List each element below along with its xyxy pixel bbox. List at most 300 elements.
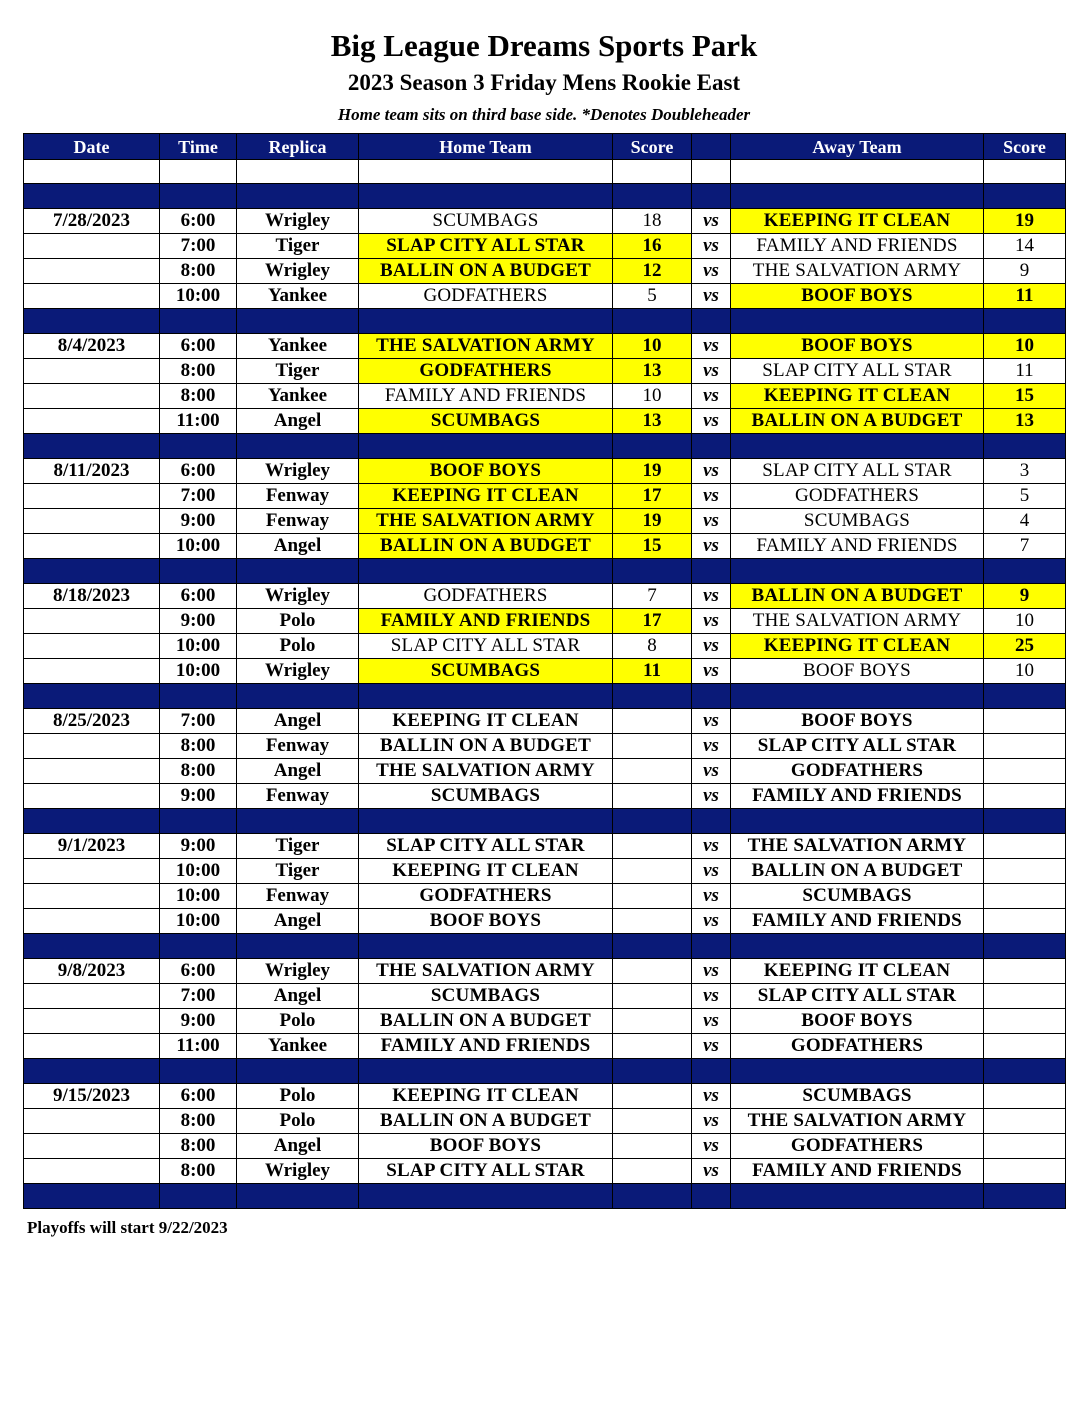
- home-score: 10: [613, 334, 692, 359]
- game-replica: Wrigley: [237, 459, 359, 484]
- away-score: 13: [984, 409, 1066, 434]
- game-replica: Polo: [237, 1009, 359, 1034]
- game-replica: Polo: [237, 1109, 359, 1134]
- game-date-empty: [24, 759, 160, 784]
- away-team: BALLIN ON A BUDGET: [731, 859, 984, 884]
- game-time: 8:00: [160, 259, 237, 284]
- separator-cell: [237, 934, 359, 959]
- week-separator: [24, 434, 1066, 459]
- separator-cell: [237, 434, 359, 459]
- week-separator: [24, 309, 1066, 334]
- separator-cell: [160, 1184, 237, 1209]
- separator-cell: [613, 934, 692, 959]
- separator-cell: [613, 184, 692, 209]
- separator-cell: [613, 434, 692, 459]
- away-score: [984, 884, 1066, 909]
- separator-cell: [984, 309, 1066, 334]
- away-score: [984, 1009, 1066, 1034]
- game-row: [24, 209, 1066, 234]
- home-team: SLAP CITY ALL STAR: [359, 234, 613, 259]
- game-row: [24, 659, 1066, 684]
- separator-cell: [160, 934, 237, 959]
- game-replica: Tiger: [237, 234, 359, 259]
- game-row: [24, 259, 1066, 284]
- away-score: 10: [984, 659, 1066, 684]
- home-team: SCUMBAGS: [359, 784, 613, 809]
- separator-cell: [613, 1184, 692, 1209]
- home-score: [613, 959, 692, 984]
- game-replica: Fenway: [237, 734, 359, 759]
- game-row: [24, 759, 1066, 784]
- separator-cell: [692, 1184, 731, 1209]
- game-time: 7:00: [160, 234, 237, 259]
- away-score: [984, 909, 1066, 934]
- game-replica: Tiger: [237, 859, 359, 884]
- home-team: GODFATHERS: [359, 884, 613, 909]
- game-time: 7:00: [160, 484, 237, 509]
- game-replica: Wrigley: [237, 584, 359, 609]
- game-replica: Wrigley: [237, 209, 359, 234]
- home-team: FAMILY AND FRIENDS: [359, 609, 613, 634]
- vs-label: vs: [692, 1084, 731, 1109]
- separator-cell: [359, 1184, 613, 1209]
- game-time: 6:00: [160, 959, 237, 984]
- vs-label: vs: [692, 634, 731, 659]
- game-date-empty: [24, 234, 160, 259]
- game-row: [24, 1084, 1066, 1109]
- home-team: BALLIN ON A BUDGET: [359, 534, 613, 559]
- away-team: FAMILY AND FRIENDS: [731, 1159, 984, 1184]
- game-date-empty: [24, 1134, 160, 1159]
- game-row: [24, 1159, 1066, 1184]
- away-team: THE SALVATION ARMY: [731, 609, 984, 634]
- col-away-score: Score: [984, 134, 1066, 160]
- col-vs: [692, 134, 731, 160]
- away-team: GODFATHERS: [731, 759, 984, 784]
- game-time: 7:00: [160, 984, 237, 1009]
- game-row: [24, 1134, 1066, 1159]
- separator-cell: [160, 309, 237, 334]
- home-score: [613, 759, 692, 784]
- game-time: 8:00: [160, 359, 237, 384]
- separator-cell: [984, 809, 1066, 834]
- away-score: [984, 1159, 1066, 1184]
- away-team: SCUMBAGS: [731, 884, 984, 909]
- home-score: [613, 709, 692, 734]
- vs-label: vs: [692, 534, 731, 559]
- vs-label: vs: [692, 284, 731, 309]
- home-score: [613, 1134, 692, 1159]
- away-score: 4: [984, 509, 1066, 534]
- vs-label: vs: [692, 259, 731, 284]
- game-time: 8:00: [160, 384, 237, 409]
- game-replica: Fenway: [237, 884, 359, 909]
- separator-cell: [692, 184, 731, 209]
- game-time: 8:00: [160, 759, 237, 784]
- separator-cell: [984, 434, 1066, 459]
- col-home-team: Home Team: [359, 134, 613, 160]
- home-score: 19: [613, 509, 692, 534]
- away-team: BOOF BOYS: [731, 1009, 984, 1034]
- game-replica: Angel: [237, 534, 359, 559]
- game-time: 8:00: [160, 1134, 237, 1159]
- separator-cell: [160, 684, 237, 709]
- schedule-table: [23, 133, 1066, 1209]
- week-separator: [24, 184, 1066, 209]
- game-replica: Angel: [237, 1134, 359, 1159]
- game-row: [24, 609, 1066, 634]
- home-team: BOOF BOYS: [359, 459, 613, 484]
- home-score: 17: [613, 609, 692, 634]
- separator-cell: [731, 1184, 984, 1209]
- game-date-empty: [24, 1159, 160, 1184]
- away-team: SLAP CITY ALL STAR: [731, 734, 984, 759]
- separator-cell: [731, 809, 984, 834]
- separator-cell: [24, 809, 160, 834]
- vs-label: vs: [692, 759, 731, 784]
- away-team: FAMILY AND FRIENDS: [731, 909, 984, 934]
- game-time: 6:00: [160, 209, 237, 234]
- game-time: 10:00: [160, 634, 237, 659]
- home-score: 11: [613, 659, 692, 684]
- game-time: 10:00: [160, 534, 237, 559]
- game-date-empty: [24, 384, 160, 409]
- week-separator: [24, 1184, 1066, 1209]
- separator-cell: [359, 434, 613, 459]
- separator-cell: [613, 559, 692, 584]
- game-date: 8/4/2023: [24, 334, 160, 359]
- game-row: [24, 784, 1066, 809]
- game-time: 10:00: [160, 909, 237, 934]
- away-score: [984, 984, 1066, 1009]
- game-time: 8:00: [160, 1159, 237, 1184]
- vs-label: vs: [692, 984, 731, 1009]
- vs-label: vs: [692, 384, 731, 409]
- game-replica: Wrigley: [237, 659, 359, 684]
- game-replica: Polo: [237, 634, 359, 659]
- game-date-empty: [24, 659, 160, 684]
- home-team: BOOF BOYS: [359, 909, 613, 934]
- game-time: 9:00: [160, 834, 237, 859]
- separator-cell: [731, 309, 984, 334]
- separator-cell: [692, 559, 731, 584]
- game-replica: Wrigley: [237, 259, 359, 284]
- game-row: [24, 984, 1066, 1009]
- away-score: 25: [984, 634, 1066, 659]
- col-time: Time: [160, 134, 237, 160]
- game-date-empty: [24, 634, 160, 659]
- game-date-empty: [24, 609, 160, 634]
- vs-label: vs: [692, 209, 731, 234]
- away-team: FAMILY AND FRIENDS: [731, 784, 984, 809]
- game-row: [24, 909, 1066, 934]
- game-row: [24, 959, 1066, 984]
- game-replica: Tiger: [237, 359, 359, 384]
- home-team: KEEPING IT CLEAN: [359, 484, 613, 509]
- away-score: [984, 1109, 1066, 1134]
- game-time: 10:00: [160, 859, 237, 884]
- home-team: SLAP CITY ALL STAR: [359, 834, 613, 859]
- game-time: 10:00: [160, 659, 237, 684]
- separator-cell: [160, 1059, 237, 1084]
- separator-cell: [984, 559, 1066, 584]
- away-team: BOOF BOYS: [731, 659, 984, 684]
- away-score: [984, 709, 1066, 734]
- away-score: [984, 834, 1066, 859]
- home-team: SLAP CITY ALL STAR: [359, 634, 613, 659]
- home-team: SLAP CITY ALL STAR: [359, 1159, 613, 1184]
- vs-label: vs: [692, 734, 731, 759]
- away-score: [984, 1034, 1066, 1059]
- away-team: GODFATHERS: [731, 1034, 984, 1059]
- game-time: 6:00: [160, 459, 237, 484]
- away-score: [984, 1084, 1066, 1109]
- away-score: 7: [984, 534, 1066, 559]
- week-separator: [24, 934, 1066, 959]
- game-time: 11:00: [160, 1034, 237, 1059]
- game-row: [24, 384, 1066, 409]
- home-score: 10: [613, 384, 692, 409]
- vs-label: vs: [692, 409, 731, 434]
- separator-cell: [731, 684, 984, 709]
- vs-label: vs: [692, 959, 731, 984]
- away-score: 10: [984, 334, 1066, 359]
- game-row: [24, 734, 1066, 759]
- away-team: FAMILY AND FRIENDS: [731, 234, 984, 259]
- vs-label: vs: [692, 359, 731, 384]
- away-team: BALLIN ON A BUDGET: [731, 584, 984, 609]
- game-date-empty: [24, 734, 160, 759]
- separator-cell: [24, 1184, 160, 1209]
- away-team: SCUMBAGS: [731, 1084, 984, 1109]
- home-score: [613, 859, 692, 884]
- vs-label: vs: [692, 1134, 731, 1159]
- game-time: 8:00: [160, 1109, 237, 1134]
- separator-cell: [160, 559, 237, 584]
- header-row: [24, 134, 1066, 160]
- separator-cell: [984, 184, 1066, 209]
- separator-cell: [613, 684, 692, 709]
- vs-label: vs: [692, 1009, 731, 1034]
- away-team: FAMILY AND FRIENDS: [731, 534, 984, 559]
- home-score: [613, 784, 692, 809]
- separator-cell: [731, 184, 984, 209]
- home-score: 15: [613, 534, 692, 559]
- separator-cell: [359, 809, 613, 834]
- away-score: [984, 734, 1066, 759]
- vs-label: vs: [692, 1159, 731, 1184]
- home-team: FAMILY AND FRIENDS: [359, 1034, 613, 1059]
- game-row: [24, 484, 1066, 509]
- week-separator: [24, 1059, 1066, 1084]
- game-row: [24, 409, 1066, 434]
- home-team: SCUMBAGS: [359, 409, 613, 434]
- home-team: THE SALVATION ARMY: [359, 509, 613, 534]
- home-team: SCUMBAGS: [359, 209, 613, 234]
- home-team: BALLIN ON A BUDGET: [359, 1109, 613, 1134]
- game-time: 8:00: [160, 734, 237, 759]
- away-team: KEEPING IT CLEAN: [731, 959, 984, 984]
- separator-cell: [237, 184, 359, 209]
- away-score: 10: [984, 609, 1066, 634]
- game-date-empty: [24, 784, 160, 809]
- separator-cell: [237, 809, 359, 834]
- separator-cell: [160, 184, 237, 209]
- away-team: THE SALVATION ARMY: [731, 259, 984, 284]
- game-replica: Wrigley: [237, 959, 359, 984]
- col-date: Date: [24, 134, 160, 160]
- away-team: SLAP CITY ALL STAR: [731, 984, 984, 1009]
- vs-label: vs: [692, 484, 731, 509]
- vs-label: vs: [692, 834, 731, 859]
- vs-label: vs: [692, 609, 731, 634]
- away-team: THE SALVATION ARMY: [731, 1109, 984, 1134]
- away-score: 19: [984, 209, 1066, 234]
- separator-cell: [692, 434, 731, 459]
- home-team: SCUMBAGS: [359, 659, 613, 684]
- col-away-team: Away Team: [731, 134, 984, 160]
- away-team: GODFATHERS: [731, 1134, 984, 1159]
- home-score: 12: [613, 259, 692, 284]
- game-date: 8/25/2023: [24, 709, 160, 734]
- home-team: THE SALVATION ARMY: [359, 959, 613, 984]
- away-score: [984, 784, 1066, 809]
- game-date: 9/8/2023: [24, 959, 160, 984]
- home-team: THE SALVATION ARMY: [359, 334, 613, 359]
- away-team: GODFATHERS: [731, 484, 984, 509]
- game-date-empty: [24, 509, 160, 534]
- separator-cell: [613, 809, 692, 834]
- separator-cell: [237, 1184, 359, 1209]
- week-separator: [24, 809, 1066, 834]
- game-date: 8/11/2023: [24, 459, 160, 484]
- separator-cell: [24, 434, 160, 459]
- separator-cell: [160, 809, 237, 834]
- game-row: [24, 1109, 1066, 1134]
- game-row: [24, 234, 1066, 259]
- page-subtitle: 2023 Season 3 Friday Mens Rookie East: [347, 70, 741, 95]
- separator-cell: [692, 809, 731, 834]
- game-date-empty: [24, 284, 160, 309]
- separator-cell: [24, 684, 160, 709]
- separator-cell: [24, 559, 160, 584]
- game-replica: Fenway: [237, 484, 359, 509]
- separator-cell: [160, 434, 237, 459]
- vs-label: vs: [692, 459, 731, 484]
- away-team: BOOF BOYS: [731, 284, 984, 309]
- home-score: [613, 834, 692, 859]
- game-date: 8/18/2023: [24, 584, 160, 609]
- separator-cell: [692, 934, 731, 959]
- home-score: [613, 884, 692, 909]
- game-time: 9:00: [160, 609, 237, 634]
- game-date-empty: [24, 859, 160, 884]
- game-date-empty: [24, 534, 160, 559]
- home-score: 18: [613, 209, 692, 234]
- game-replica: Tiger: [237, 834, 359, 859]
- game-time: 6:00: [160, 1084, 237, 1109]
- game-date-empty: [24, 1034, 160, 1059]
- vs-label: vs: [692, 1034, 731, 1059]
- home-team: BALLIN ON A BUDGET: [359, 259, 613, 284]
- home-score: [613, 734, 692, 759]
- home-team: BALLIN ON A BUDGET: [359, 1009, 613, 1034]
- vs-label: vs: [692, 509, 731, 534]
- game-row: [24, 884, 1066, 909]
- home-score: [613, 1009, 692, 1034]
- away-score: [984, 859, 1066, 884]
- separator-cell: [359, 559, 613, 584]
- away-team: SLAP CITY ALL STAR: [731, 359, 984, 384]
- game-row: [24, 584, 1066, 609]
- separator-cell: [24, 184, 160, 209]
- game-date: 7/28/2023: [24, 209, 160, 234]
- away-score: 5: [984, 484, 1066, 509]
- separator-cell: [984, 684, 1066, 709]
- away-team: BOOF BOYS: [731, 709, 984, 734]
- home-score: 13: [613, 409, 692, 434]
- game-row: [24, 359, 1066, 384]
- game-date-empty: [24, 409, 160, 434]
- game-row: [24, 509, 1066, 534]
- game-date-empty: [24, 984, 160, 1009]
- empty-row: [24, 160, 1066, 184]
- game-date-empty: [24, 884, 160, 909]
- home-score: [613, 984, 692, 1009]
- away-team: SCUMBAGS: [731, 509, 984, 534]
- game-replica: Yankee: [237, 284, 359, 309]
- away-score: 15: [984, 384, 1066, 409]
- separator-cell: [731, 434, 984, 459]
- away-score: 14: [984, 234, 1066, 259]
- game-replica: Angel: [237, 409, 359, 434]
- separator-cell: [359, 184, 613, 209]
- game-replica: Polo: [237, 1084, 359, 1109]
- game-time: 7:00: [160, 709, 237, 734]
- away-score: [984, 959, 1066, 984]
- home-team: FAMILY AND FRIENDS: [359, 384, 613, 409]
- game-row: [24, 1009, 1066, 1034]
- game-date: 9/1/2023: [24, 834, 160, 859]
- away-team: KEEPING IT CLEAN: [731, 634, 984, 659]
- game-replica: Fenway: [237, 509, 359, 534]
- home-score: 7: [613, 584, 692, 609]
- separator-cell: [24, 1059, 160, 1084]
- away-score: 3: [984, 459, 1066, 484]
- separator-cell: [984, 1059, 1066, 1084]
- game-time: 9:00: [160, 1009, 237, 1034]
- separator-cell: [359, 1059, 613, 1084]
- away-team: KEEPING IT CLEAN: [731, 209, 984, 234]
- game-date-empty: [24, 359, 160, 384]
- separator-cell: [24, 934, 160, 959]
- game-date-empty: [24, 1109, 160, 1134]
- vs-label: vs: [692, 909, 731, 934]
- game-time: 6:00: [160, 334, 237, 359]
- vs-label: vs: [692, 884, 731, 909]
- game-date-empty: [24, 484, 160, 509]
- home-team: BOOF BOYS: [359, 1134, 613, 1159]
- separator-cell: [613, 309, 692, 334]
- game-time: 6:00: [160, 584, 237, 609]
- away-team: THE SALVATION ARMY: [731, 834, 984, 859]
- game-date-empty: [24, 909, 160, 934]
- separator-cell: [984, 934, 1066, 959]
- home-team: GODFATHERS: [359, 584, 613, 609]
- week-separator: [24, 559, 1066, 584]
- game-replica: Wrigley: [237, 1159, 359, 1184]
- home-team: KEEPING IT CLEAN: [359, 709, 613, 734]
